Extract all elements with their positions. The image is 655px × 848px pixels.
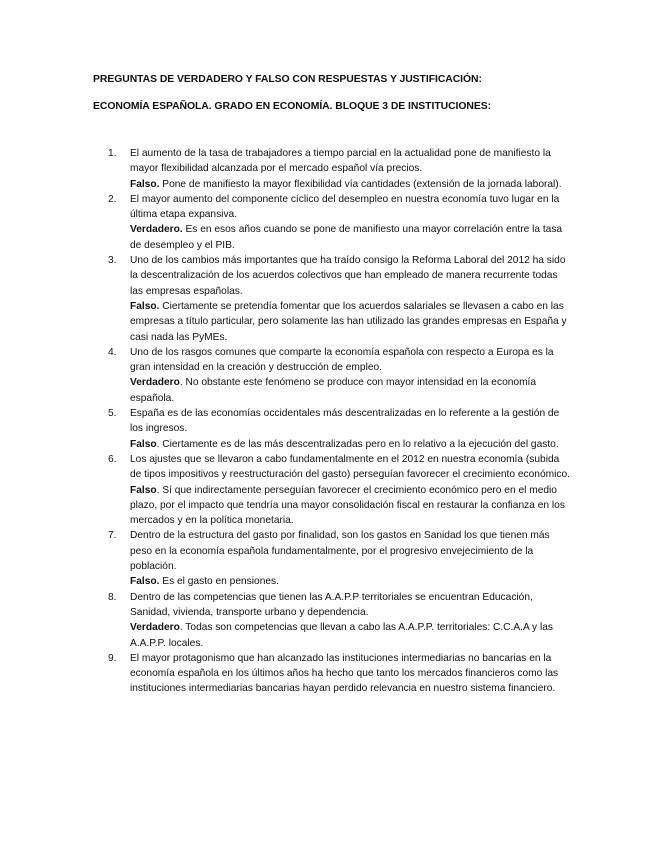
- question-list: [0, 146, 570, 697]
- answer-verdict: Falso.: [130, 178, 160, 190]
- item-number: 1.: [108, 148, 117, 159]
- list-item: [0, 528, 570, 589]
- item-number: 3.: [108, 255, 117, 267]
- item-number: 4.: [108, 346, 117, 358]
- question-text: Uno de los cambios más importantes que ha traído consigo la Reforma Laboral del 2012 ha sido la descentralización de los acuerdos colectivos que han empleado de manera recurrente todas las empresas españolas.: [130, 255, 566, 297]
- question-text: El mayor protagonismo que han alcanzado las instituciones intermediarias no bancarias en la economía española en los últimos años ha hecho que tanto los mercados financieros como las instituciones intermediarias bancarias hayan perdido relevancia en nuestro sistema financiero.: [130, 652, 559, 695]
- answer-justification: . No obstante este fenómeno se produce con mayor intensidad en la economía española.: [130, 377, 537, 404]
- question-text: Uno de los rasgos comunes que comparte la economía española con respecto a Europa es la gran intensidad en la creación y destrucción de empleo.: [130, 346, 554, 374]
- list-item: [0, 146, 570, 192]
- list-item: [0, 406, 570, 452]
- item-number: 8.: [108, 591, 117, 603]
- question-text: Dentro de las competencias que tienen las A.A.P.P territoriales se encuentran Educación, Sanidad, vivienda, transporte urbano y dependencia.: [130, 591, 533, 618]
- answer: [130, 620, 570, 651]
- answer-verdict: Falso.: [130, 300, 160, 312]
- question-text: España es de las economías occidentales más descentralizadas en lo referente a la gestión de los ingresos.: [130, 408, 560, 435]
- question-text: Los ajustes que se llevaron a cabo fundamentalmente en el 2012 en nuestra economía (subida de tipos impositivos y reestructuración del gasto) perseguían favorecer el crecimiento económico.: [130, 453, 570, 481]
- answer-verdict: Falso: [130, 438, 157, 450]
- answer: [130, 299, 570, 345]
- answer-verdict: Verdadero.: [130, 224, 183, 236]
- answer: [130, 574, 570, 589]
- answer: [130, 222, 570, 253]
- answer-justification: . Ciertamente es de las más descentralizadas pero en lo relativo a la ejecución del gasto.: [156, 438, 559, 450]
- list-item: [0, 590, 570, 651]
- item-number: 7.: [108, 530, 117, 542]
- answer: [130, 177, 570, 192]
- answer: [130, 375, 570, 406]
- item-number: 2.: [108, 193, 117, 205]
- list-item: [0, 253, 570, 345]
- list-item: [0, 651, 570, 697]
- answer-verdict: Falso.: [130, 576, 160, 588]
- answer-justification: Es en esos años cuando se pone de manifiesto una mayor correlación entre la tasa de desempleo y el PIB.: [130, 224, 563, 251]
- item-number: 5.: [108, 408, 117, 420]
- item-number: 9.: [108, 652, 117, 664]
- question-text: El aumento de la tasa de trabajadores a tiempo parcial en la actualidad pone de manifiesto la mayor flexibilidad alcanzada por el mercado español vía precios.: [130, 148, 551, 175]
- answer-verdict: Falso: [130, 484, 157, 496]
- list-item: [0, 192, 570, 253]
- item-number: 6.: [108, 453, 117, 465]
- answer-justification: . Sí que indirectamente perseguían favorecer el crecimiento económico pero en el medio plazo, por el impacto que tendría una mayor consolidación fiscal en restaurar la confianza en los mercados y en la política monetaria.: [130, 484, 565, 527]
- answer: [130, 437, 570, 452]
- list-item: [0, 452, 570, 528]
- answer-justification: Ciertamente se pretendía fomentar que los acuerdos salariales se llevasen a cabo en las empresas a título particular, pero solamente las han utilizado las grandes empresas en España y casi nada las PyMEs.: [130, 300, 567, 343]
- answer-justification: Es el gasto en pensiones.: [159, 576, 279, 588]
- list-item: [0, 345, 570, 406]
- answer-verdict: Verdadero: [130, 622, 180, 634]
- document-title: PREGUNTAS DE VERDADERO Y FALSO CON RESPUESTAS Y JUSTIFICACIÓN:: [93, 74, 482, 85]
- answer-justification: Pone de manifiesto la mayor flexibilidad vía cantidades (extensión de la jornada laboral).: [159, 178, 562, 190]
- question-text: El mayor aumento del componente cíclico del desempleo en nuestra economía tuvo lugar en la última etapa expansiva.: [130, 193, 560, 221]
- answer-justification: . Todas son competencias que llevan a cabo las A.A.P.P. territoriales: C.C.A.A y las A.A.P.P. locales.: [130, 622, 554, 649]
- answer: [130, 483, 570, 529]
- document-subtitle: ECONOMÍA ESPAÑOLA. GRADO EN ECONOMÍA. BLOQUE 3 DE INSTITUCIONES:: [93, 101, 492, 112]
- answer-verdict: Verdadero: [130, 377, 180, 389]
- question-text: Dentro de la estructura del gasto por finalidad, son los gastos en Sanidad los que tienen más peso en la economía española fundamentalmente, por el progresivo envejecimiento de la población.: [130, 530, 550, 573]
